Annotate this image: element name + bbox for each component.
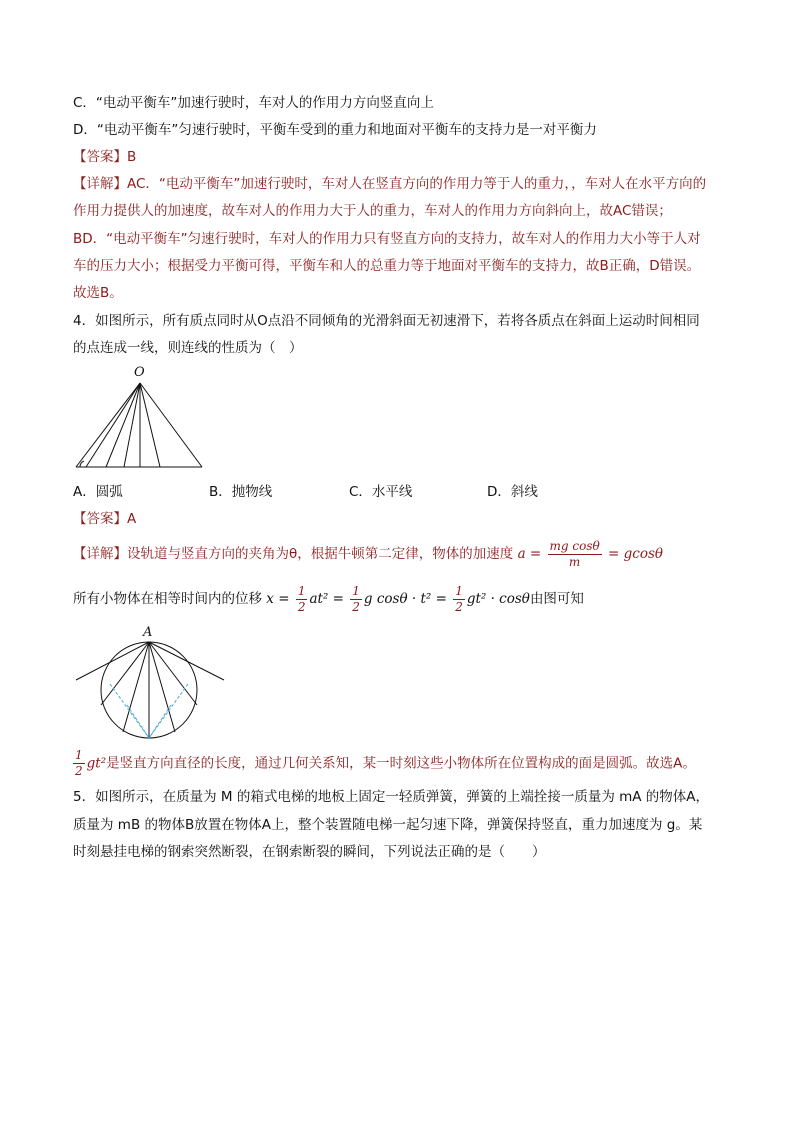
- q4-detail-2-text: 所有小物体在相等时间内的位移: [73, 591, 262, 607]
- accel-lhs: a =: [517, 546, 542, 562]
- disp-x: x =: [266, 591, 290, 607]
- q5-stem-line-3: 时刻悬挂电梯的钢索突然断裂，在钢索断裂的瞬间，下列说法正确的是（ ）: [73, 844, 546, 860]
- half-fraction-4: [73, 748, 85, 779]
- q3-detail-line-4: 车的压力大小；根据受力平衡可得，平衡车和人的总重力等于地面对平衡车的支持力，故B正确，D错误。: [73, 258, 701, 274]
- half-num-3: 1: [455, 583, 463, 598]
- half-num-2: 1: [352, 583, 360, 598]
- q4-option-c: C．水平线: [349, 484, 413, 500]
- detail-3-term: gt²: [86, 755, 107, 772]
- q4-option-b: B．抛物线: [209, 484, 273, 500]
- q4-detail-3-text: 是竖直方向直径的长度，通过几何关系知，某一时刻这些小物体所在位置构成的面是圆弧。故选A。: [106, 755, 696, 772]
- disp-term-1: at² =: [309, 591, 344, 607]
- q5-stem-line-1: 5．如图所示，在质量为 M 的箱式电梯的地板上固定一轻质弹簧，弹簧的上端拴接一质量为 mA 的物体A，: [73, 789, 710, 805]
- q4-option-a: A．圆弧: [73, 484, 123, 500]
- q4-stem-line-1: 4．如图所示，所有质点同时从O点沿不同倾角的光滑斜面无初速滑下，若将各质点在斜面上运动时间相同: [73, 313, 700, 329]
- q3-detail-line-1: 【详解】AC．“电动平衡车”加速行驶时，车对人在竖直方向的作用力等于人的重力，，车对人在水平方向的: [73, 176, 707, 192]
- q4-detail-2-suffix: 由图可知: [529, 591, 584, 607]
- accel-denominator: m: [568, 554, 581, 569]
- q3-answer: 【答案】B: [73, 149, 137, 165]
- half-num-4: 1: [75, 748, 83, 762]
- q4-detail-line-3: [73, 748, 696, 779]
- q4-option-d: D．斜线: [487, 484, 538, 500]
- half-den-4: 2: [75, 764, 83, 778]
- disp-term-2: g cosθ · t² =: [363, 591, 447, 607]
- figure-label-o: O: [134, 365, 145, 380]
- q5-stem-line-2: 质量为 mB 的物体B放置在物体A上，整个装置随电梯一起匀速下降，弹簧保持竖直，重力加速度为 g。某: [73, 817, 703, 833]
- q3-option-d: D．“电动平衡车”匀速行驶时，平衡车受到的重力和地面对平衡车的支持力是一对平衡力: [73, 122, 597, 138]
- half-den-1: 2: [297, 599, 306, 614]
- figure-label-a: A: [143, 625, 153, 640]
- q3-detail-line-3: BD．“电动平衡车”匀速行驶时，车对人的作用力只有竖直方向的支持力，故车对人的作用力大小等于人对: [73, 231, 701, 247]
- q3-detail-line-5: 故选B。: [73, 285, 123, 301]
- q3-option-c: C．“电动平衡车”加速行驶时，车对人的作用力方向竖直向上: [73, 95, 434, 111]
- q4-detail-1-text: 【详解】设轨道与竖直方向的夹角为θ，根据牛顿第二定律，物体的加速度: [73, 546, 514, 562]
- disp-term-3: gt² · cosθ: [466, 591, 530, 607]
- half-den-3: 2: [455, 599, 463, 614]
- q4-answer: 【答案】A: [73, 511, 137, 527]
- accel-rhs: = gcosθ: [608, 546, 664, 562]
- q3-detail-line-2: 作用力提供人的加速度，故车对人的作用力大于人的重力，车对人的作用力方向斜向上，故AC错误；: [73, 203, 672, 219]
- q4-stem-line-2: 的点连成一线，则连线的性质为（ ）: [73, 340, 303, 356]
- half-den-2: 2: [352, 599, 360, 614]
- half-num-1: 1: [297, 583, 306, 598]
- accel-numerator: mg cosθ: [549, 538, 600, 553]
